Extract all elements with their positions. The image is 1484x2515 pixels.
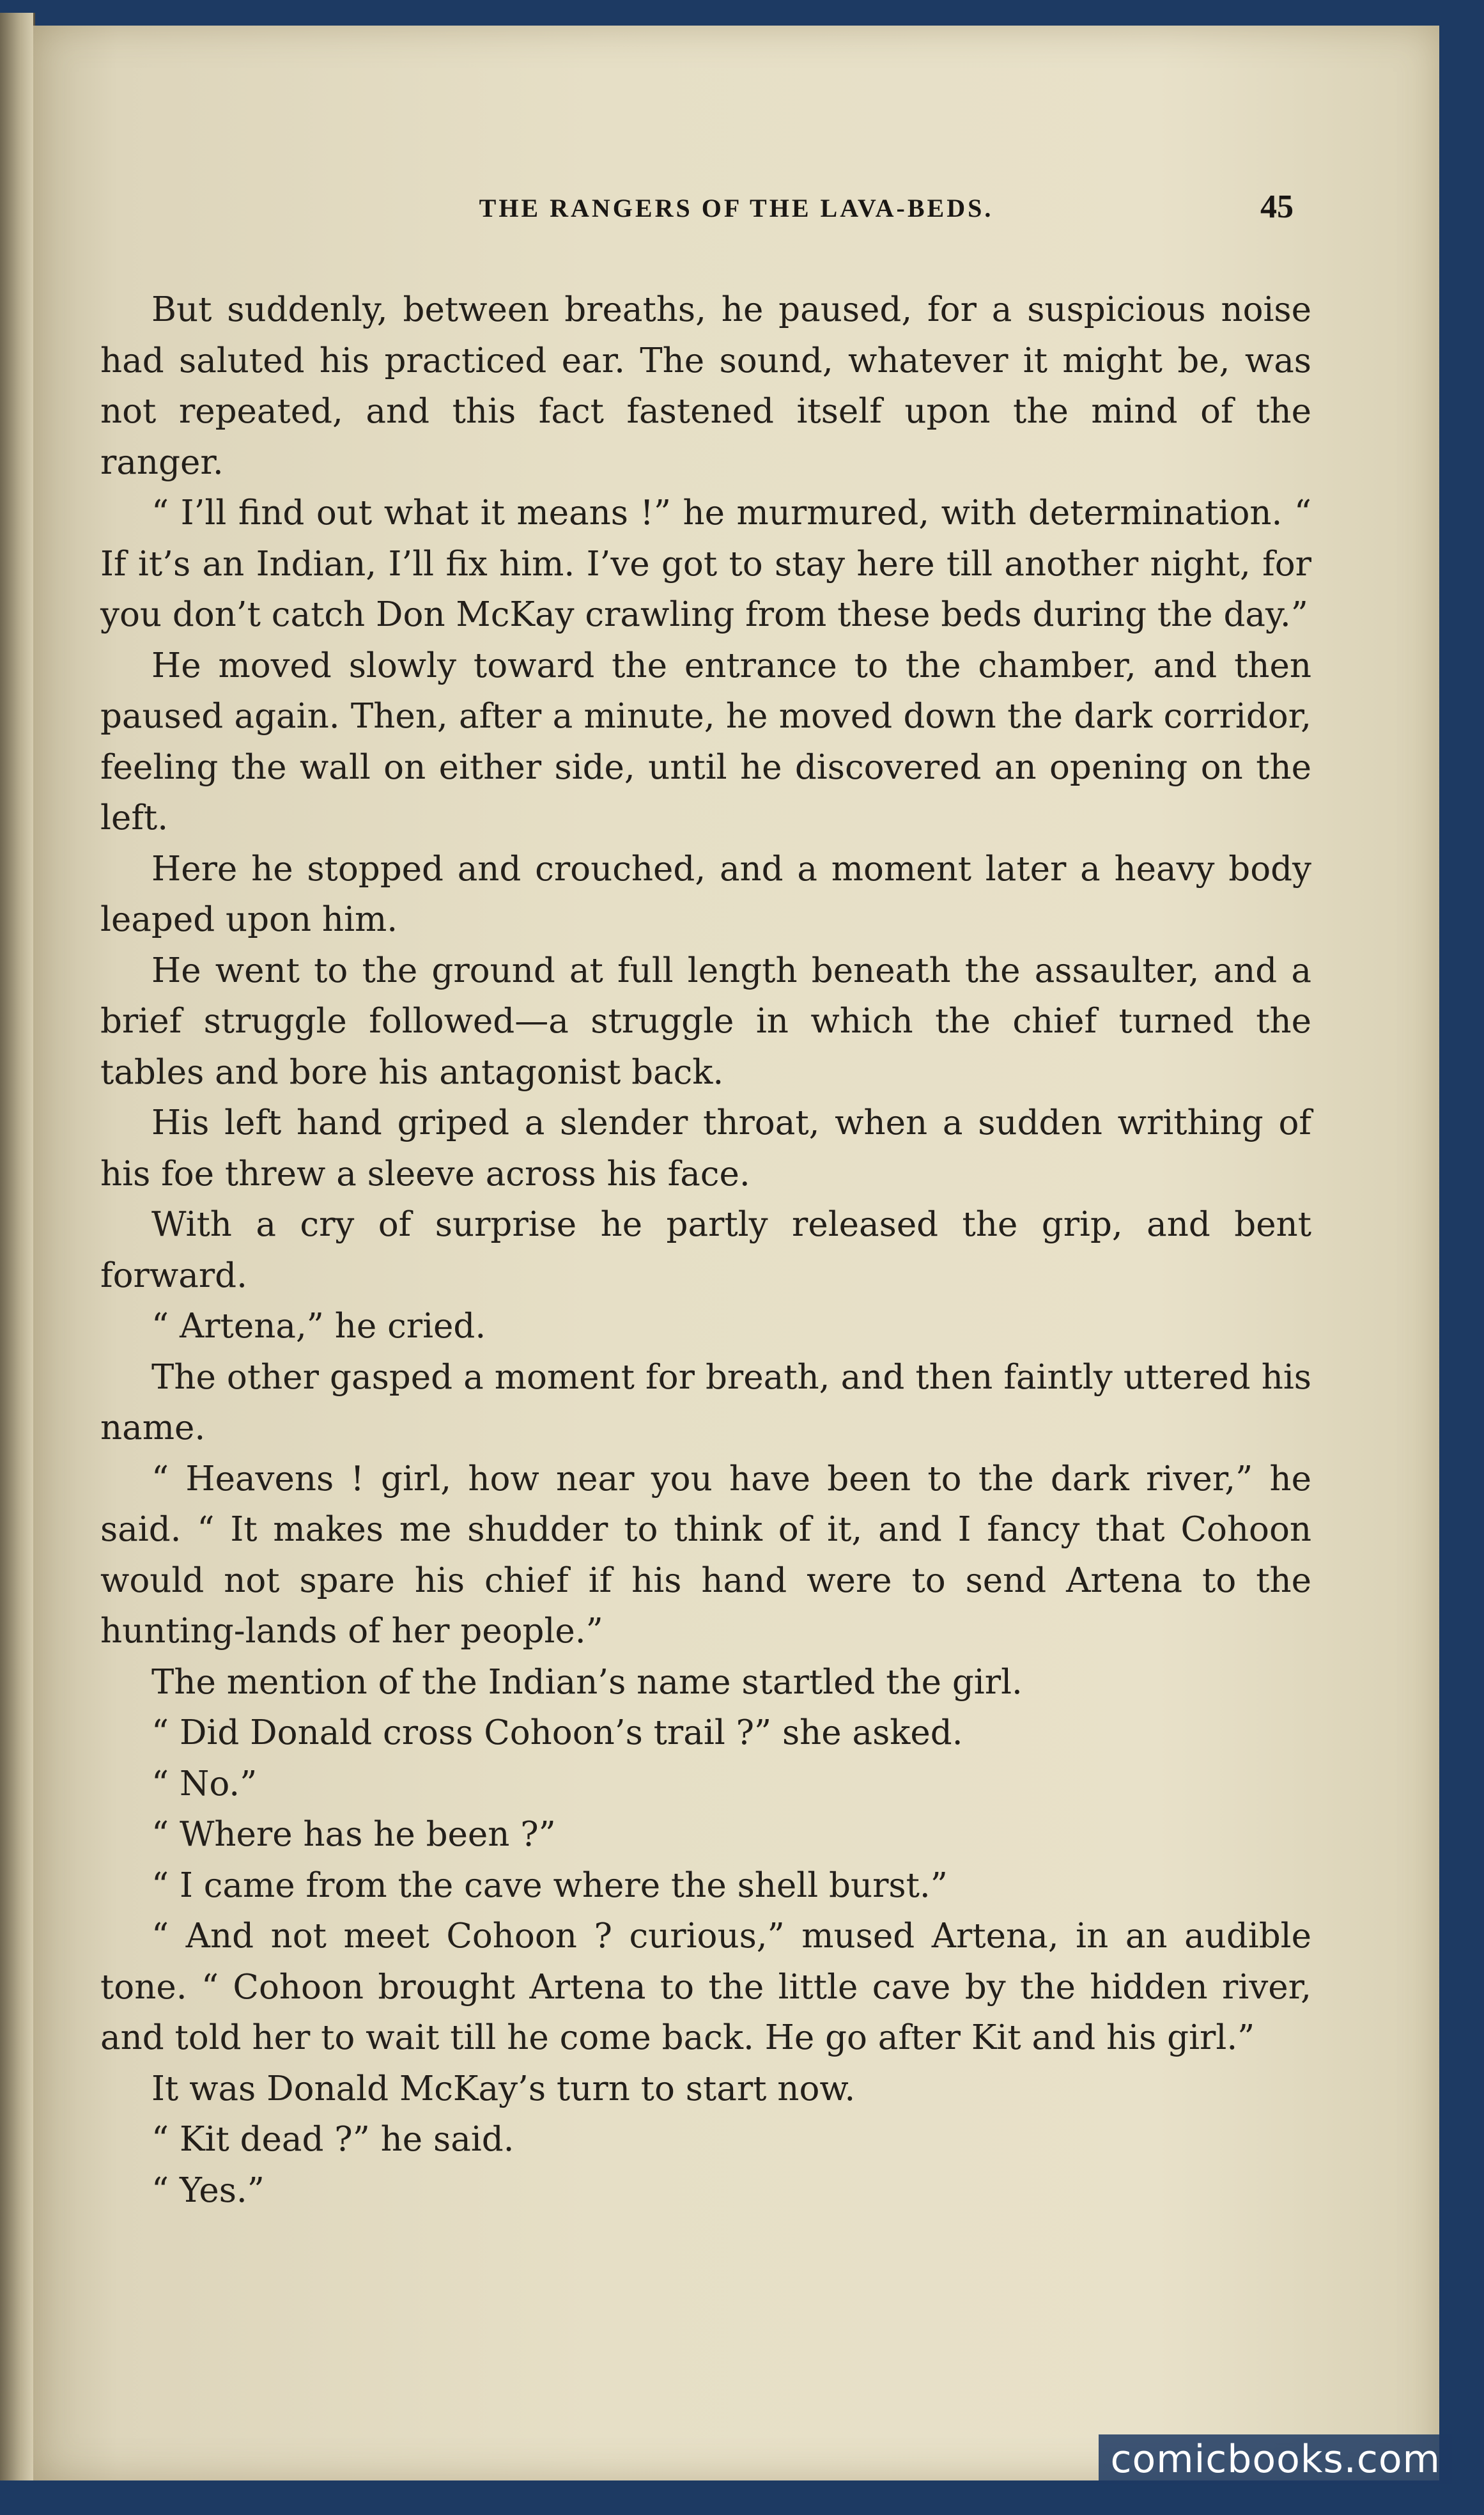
paragraph: “ I came from the cave where the shell burst.”: [151, 1865, 948, 1905]
paragraph: It was Donald McKay’s turn to start now.: [151, 2069, 856, 2108]
page-header: [33, 189, 1439, 238]
body-text: [100, 284, 1311, 2216]
paragraph: The mention of the Indian’s name startled the girl.: [151, 1662, 1023, 1702]
paragraph: His left hand griped a slender throat, when a sudden writhing of his foe threw a sleeve across his face.: [100, 1103, 1311, 1194]
paragraph: “ Yes.”: [151, 2170, 265, 2210]
paragraph: “ No.”: [151, 1764, 258, 1803]
paragraph: He went to the ground at full length beneath the assaulter, and a brief struggle followed—a struggle in which the chief turned the tables and bore his antagonist back.: [100, 951, 1311, 1092]
paragraph: He moved slowly toward the entrance to the chamber, and then paused again. Then, after a minute, he moved down the dark corridor, feeling the wall on either side, until he discovered an opening on the left.: [100, 646, 1311, 837]
paragraph: “ Heavens ! girl, how near you have been to the dark river,” he said. “ It makes me shudder to think of it, and I fancy that Cohoon would not spare his chief if his hand were to send Artena to the hunting-lands of her people.”: [100, 1459, 1311, 1651]
paragraph: With a cry of surprise he partly released the grip, and bent forward.: [100, 1205, 1311, 1295]
paragraph: Here he stopped and crouched, and a moment later a heavy body leaped upon him.: [100, 849, 1311, 939]
paragraph: The other gasped a moment for breath, and then faintly uttered his name.: [100, 1357, 1311, 1447]
running-title: THE RANGERS OF THE LAVA-BEDS.: [479, 194, 994, 222]
watermark: comicbooks.com: [1099, 2434, 1452, 2484]
paragraph: “ And not meet Cohoon ? curious,” mused Artena, in an audible tone. “ Cohoon brought Artena to the little cave by the hidden river, and told her to wait till he come back. He go after Kit and his girl.”: [100, 1917, 1311, 2057]
paragraph: “ Did Donald cross Cohoon’s trail ?” she asked.: [151, 1713, 963, 1752]
page-number: 45: [1260, 189, 1294, 225]
paragraph: “ Artena,” he cried.: [151, 1307, 486, 1346]
paragraph: “ Kit dead ?” he said.: [151, 2120, 514, 2159]
paragraph: “ Where has he been ?”: [151, 1815, 556, 1854]
facing-page-edge: [0, 13, 35, 2480]
paragraph: But suddenly, between breaths, he paused, for a suspicious noise had saluted his practiced ear. The sound, whatever it might be, was not repeated, and this fact fastened itself upon the mind of the ranger.: [100, 290, 1311, 482]
paragraph: “ I’ll find out what it means !” he murmured, with determination. “ If it’s an Indian, I’ll fix him. I’ve got to stay here till another night, for you don’t catch Don McKay crawling from these beds during the day.”: [100, 494, 1311, 634]
book-page: [33, 26, 1439, 2480]
